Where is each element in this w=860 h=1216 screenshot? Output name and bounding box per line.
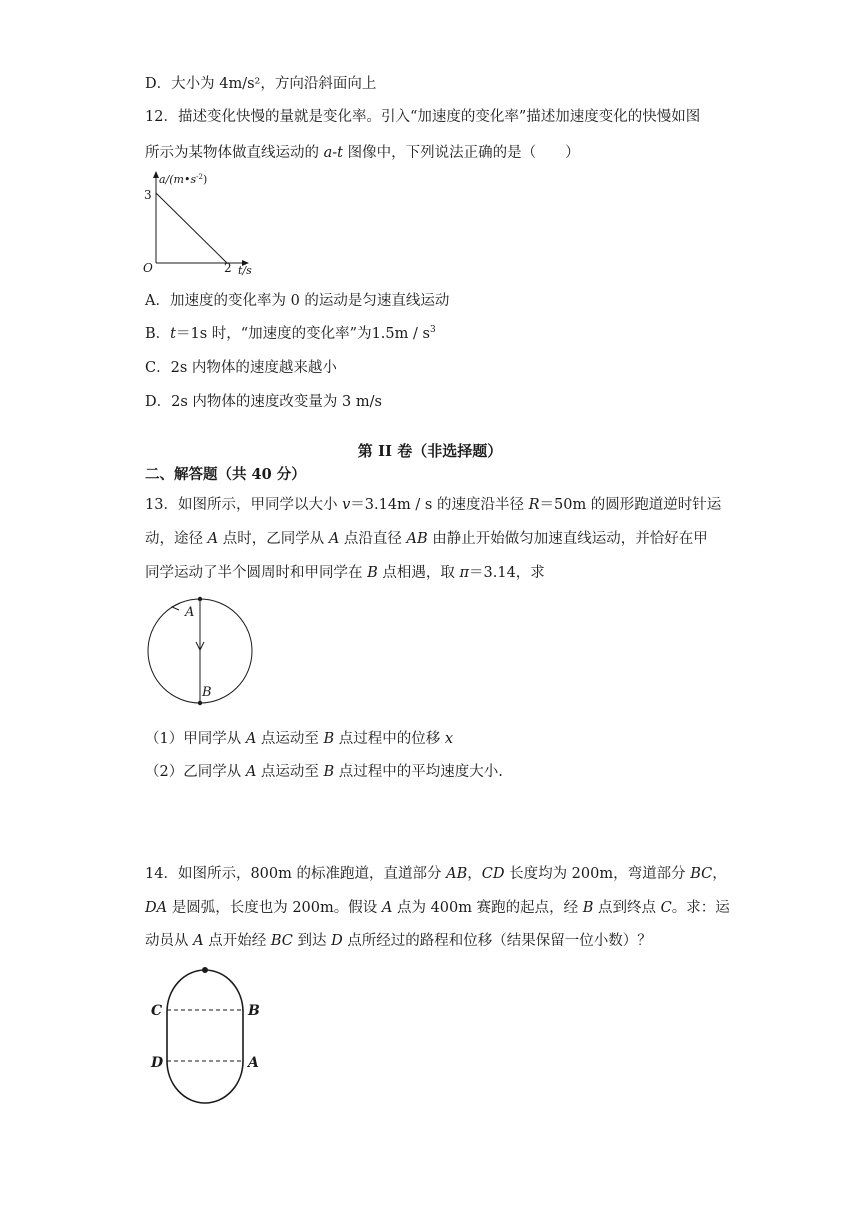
- q14-var: BC: [690, 866, 713, 882]
- q13-var: x: [444, 731, 454, 747]
- oval-track: [167, 970, 243, 1103]
- q13-text: 13．如图所示，甲同学以大小: [145, 497, 343, 513]
- option-b-exponent: 3: [429, 325, 436, 336]
- q12-option-d: D．2s 内物体的速度改变量为 3 m/s: [145, 394, 382, 410]
- q14-text: ，: [712, 866, 727, 882]
- q14-text: 点开始经: [203, 933, 271, 949]
- q13-text: （2）乙同学从: [145, 764, 246, 780]
- q13-text: 点沿直径: [339, 531, 407, 547]
- q13-text: ＝50m 的圆形跑道逆时针运: [539, 497, 722, 513]
- q14-stem-line3: [145, 929, 652, 950]
- y-axis-exponent: -2: [196, 173, 203, 181]
- q13-text: 点时，乙同学从: [218, 531, 329, 547]
- q14-text: 点为 400m 赛跑的起点，经: [392, 900, 583, 916]
- origin-label: O: [143, 261, 153, 275]
- q13-var: A: [245, 764, 257, 780]
- q13-var: A: [207, 531, 219, 547]
- q13-var: B: [367, 565, 378, 581]
- part2-title: 第 II 卷（非选择题）: [357, 442, 503, 460]
- q14-text: 是圆弧，长度也为 200m。假设: [167, 900, 382, 916]
- top-point: [202, 967, 208, 973]
- q14-var: A: [381, 900, 393, 916]
- q13-text: 由静止开始做匀加速直线运动，并恰好在甲: [427, 531, 708, 547]
- q13-var: A: [328, 531, 340, 547]
- y-intercept-label: 3: [144, 188, 152, 202]
- q12-stem-variable: a-t: [323, 145, 343, 161]
- q13-text: 点相遇，取: [377, 565, 460, 581]
- q13-var: AB: [406, 531, 428, 547]
- q14-var: DA: [145, 900, 168, 916]
- q12-option-c: C．2s 内物体的速度越来越小: [145, 360, 337, 376]
- q14-text: 到达: [292, 933, 332, 949]
- q13-stem-line3: [145, 561, 545, 582]
- q14-var: AB: [446, 866, 468, 882]
- y-axis-label: a/(m•s: [159, 173, 197, 186]
- at-data-line: [156, 193, 227, 263]
- q14-stem-line2: [145, 896, 730, 917]
- q13-var: v: [342, 497, 351, 513]
- label-b: B: [248, 1003, 260, 1019]
- q12-option-a: A．加速度的变化率为 0 的运动是匀速直线运动: [145, 293, 450, 309]
- q14-var: BC: [270, 933, 293, 949]
- label-a: A: [248, 1055, 259, 1071]
- q13-text: ＝3.14m / s 的速度沿半径: [350, 497, 529, 513]
- q13-text: 同学运动了半个圆周时和甲同学在: [145, 565, 368, 581]
- q13-text: 点过程中的平均速度大小.: [334, 764, 503, 780]
- x-intercept-label: 2: [224, 261, 232, 275]
- q14-text: ，: [467, 866, 482, 882]
- q13-circle-figure: [141, 594, 261, 714]
- q13-var: B: [323, 731, 335, 747]
- label-b: B: [202, 685, 212, 700]
- q13-subquestion-2: [145, 760, 503, 781]
- q14-text: 14．如图所示，800m 的标准跑道，直道部分: [145, 866, 447, 882]
- q14-text: 。求：运: [671, 900, 730, 916]
- q14-var: C: [660, 900, 672, 916]
- q13-stem-line2: [145, 527, 708, 548]
- q12-stem-line1: 12．描述变化快慢的量就是变化率。引入“加速度的变化率”描述加速度变化的快慢如图: [145, 109, 701, 125]
- q12-option-b: [145, 322, 436, 343]
- q13-var: B: [323, 764, 335, 780]
- q14-var: CD: [481, 866, 505, 882]
- q14-var: B: [582, 900, 594, 916]
- q13-text: （1）甲同学从: [145, 731, 246, 747]
- q13-subquestion-1: [145, 727, 453, 748]
- option-b-variable: t: [170, 326, 176, 342]
- point-b: [198, 701, 202, 705]
- point-a: [198, 597, 202, 601]
- label-c: C: [151, 1003, 163, 1019]
- part2-heading: 二、解答题（共 40 分）: [145, 466, 306, 483]
- svg-text:a/(m•s-2): [159, 173, 207, 186]
- q12-stem-text: 图像中，下列说法正确的是（ ）: [342, 145, 580, 161]
- q13-var: A: [245, 731, 257, 747]
- option-b-prefix: B．: [145, 326, 171, 342]
- q14-text: 点到终点: [593, 900, 661, 916]
- q13-stem-line1: [145, 493, 721, 514]
- q13-var: R: [528, 497, 540, 513]
- q12-stem-line2: [145, 141, 580, 162]
- q14-track-figure: [146, 964, 276, 1114]
- q14-var: A: [193, 933, 204, 949]
- label-a: A: [185, 605, 195, 620]
- q12-at-graph: [140, 168, 270, 283]
- q11-option-d: D．大小为 4m/s²，方向沿斜面向上: [145, 76, 377, 92]
- option-b-text: ＝1s 时，“加速度的变化率”为1.5m / s: [175, 326, 430, 342]
- q14-var: D: [331, 933, 343, 949]
- q13-text: 动，途径: [145, 531, 208, 547]
- q14-stem-line1: [145, 862, 727, 883]
- q13-text: 点运动至: [256, 731, 324, 747]
- q12-stem-text: 所示为某物体做直线运动的: [145, 145, 324, 161]
- ccw-arrow: [172, 603, 180, 610]
- q13-text: 点运动至: [256, 764, 324, 780]
- y-axis-close: ): [202, 173, 208, 186]
- q14-text: 动员从: [145, 933, 194, 949]
- q14-text: 点所经过的路程和位移（结果保留一位小数）？: [342, 933, 652, 949]
- q13-var: π: [459, 565, 470, 581]
- q13-text: 点过程中的位移: [334, 731, 445, 747]
- label-d: D: [151, 1055, 164, 1071]
- q13-text: ＝3.14，求: [469, 565, 545, 581]
- q14-text: 长度均为 200m，弯道部分: [504, 866, 691, 882]
- x-axis-label: t/s: [238, 264, 252, 277]
